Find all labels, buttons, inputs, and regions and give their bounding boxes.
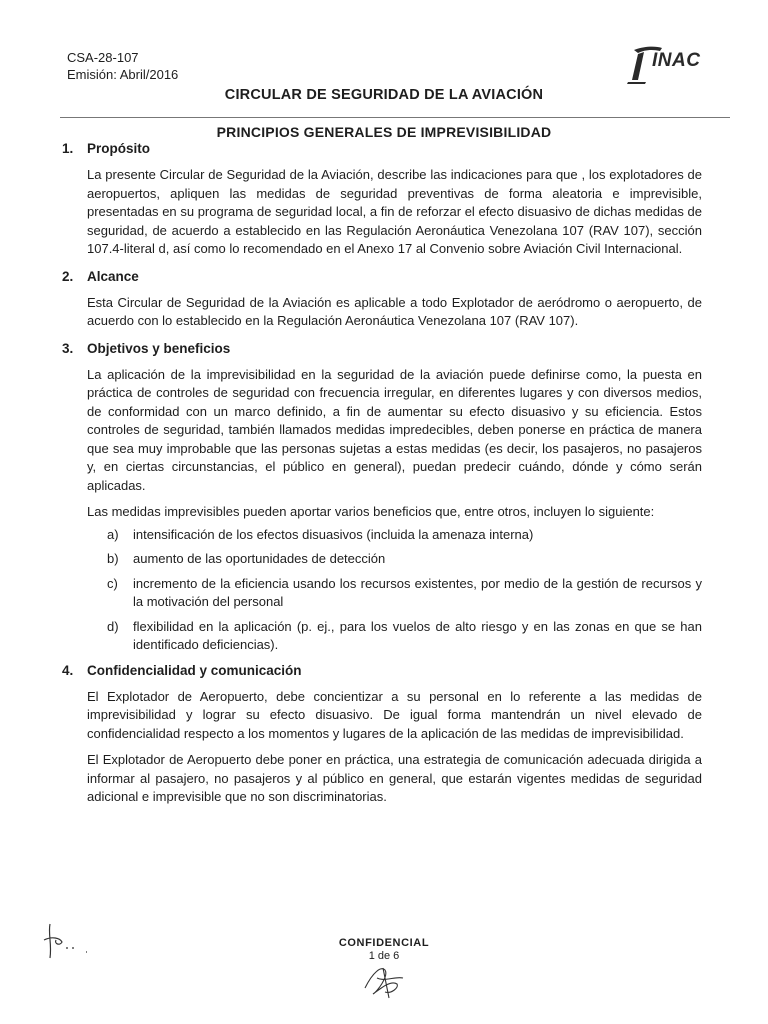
section-paragraph: La presente Circular de Seguridad de la Aviación, describe las indicaciones para que , los explotadores de aeropuertos, apliquen las medidas de seguridad preventivas de forma aleatoria e imprevisible, presentadas en su programa de seguridad local, a fin de reforzar el efecto disuasivo de dichas medidas de seguridad, de acuerdo a establecido en las Regulación Aeronáutica Venezolana 107 (RAV 107), sección 107.4-literal d, así como lo recomendado en el Anexo 17 al Convenio sobre Aviación Civil Internacional. (87, 167, 702, 256)
signature-icon (355, 958, 415, 1003)
list-item: a) intensificación de los efectos disuasivos (incluida la amenaza interna) (107, 526, 534, 542)
list-item: d) flexibilidad en la aplicación (p. ej., para los vuelos de alto riesgo y en las zonas en que se han identificado deficiencias). (107, 618, 702, 652)
section-heading-proposito: 1. Propósito (62, 141, 150, 156)
section-paragraph: El Explotador de Aeropuerto debe poner en práctica, una estrategia de comunicación adecuada dirigida a informar al pasajero, no pasajeros y al público en general, que estarán vigentes medidas de seguridad adicional e imprevisible que no son discriminatorias. (87, 752, 702, 804)
confidential-label: CONFIDENCIAL (338, 937, 430, 949)
issue-date: Emisión: Abril/2016 (67, 67, 179, 82)
list-item: c) incremento de la eficiencia usando los recursos existentes, por medio de la gestión de recursos y la motivación del personal (107, 575, 702, 609)
document-code-block (67, 49, 178, 83)
section-paragraph: El Explotador de Aeropuerto, debe concientizar a su personal en lo referente a las medidas de imprevisibilidad y lograr su efecto disuasivo. De igual forma mantendrán un nivel elevado de confidencialidad respecto a los momentos y lugares de la aplicación de las medidas de imprevisibilidad. (87, 688, 702, 741)
document-code: CSA-28-107 (67, 50, 139, 65)
page-number: 1 de 6 (368, 950, 400, 962)
section-paragraph: Esta Circular de Seguridad de la Aviación es aplicable a todo Explotador de aeródromo o aeropuerto, de acuerdo con lo establecido en la Regulación Aeronáutica Venezolana 107 (RAV 107). (87, 294, 702, 328)
benefits-list (87, 526, 702, 655)
list-item: b) aumento de las oportunidades de detección (107, 551, 386, 566)
section-heading-alcance: 2. Alcance (62, 268, 139, 284)
inac-logo (612, 40, 722, 90)
section-heading-confidencialidad: 4. Confidencialidad y comunicación (62, 662, 302, 678)
document-title: PRINCIPIOS GENERALES DE IMPREVISIBILIDAD (216, 124, 552, 140)
document-body (62, 139, 702, 807)
circular-title: CIRCULAR DE SEGURIDAD DE LA AVIACIÓN (224, 87, 544, 103)
header-rule (60, 117, 730, 118)
logo-text: INAC (652, 50, 701, 71)
section-heading-objetivos: 3. Objetivos y beneficios (62, 340, 231, 356)
section-paragraph: La aplicación de la imprevisibilidad en la seguridad de la aviación puede definirse como, la puesta en práctica de controles de seguridad con frecuencia irregular, en diferentes lugares y con diversos medios, de conformidad con un marco definido, a fin de aumentar su efecto disuasivo y su eficiencia. Estos controles de seguridad, también llamados medidas impredecibles, deben ponerse en práctica de manera que sea muy improbable que las personas sujetas a estas medidas (es decir, los pasajeros, no pasajeros y, en ciertas circunstancias, el público en general), puedan predecir cuándo, dónde y cómo serán aplicadas. (87, 366, 702, 493)
section-paragraph: Las medidas imprevisibles pueden aportar varios beneficios que, entre otros, incluyen lo siguiente: (87, 504, 655, 519)
